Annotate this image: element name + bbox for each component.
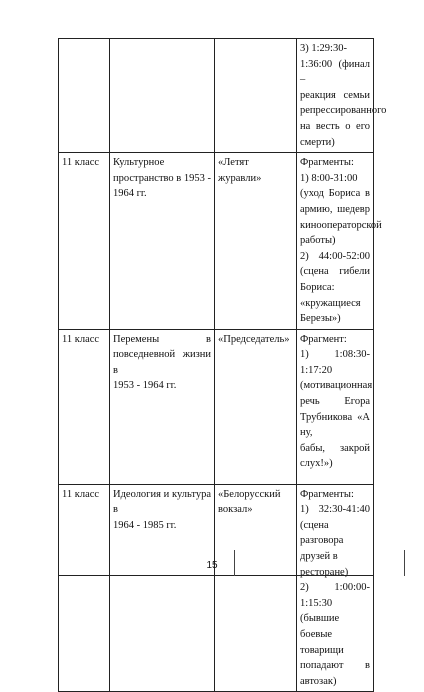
film-cell: [215, 153, 297, 330]
fragments-cell: [297, 39, 387, 153]
fragments-line: 1) 8:00-31:00: [300, 172, 358, 184]
grade-cell: [59, 484, 110, 692]
fragments-line: Трубникова «А ну,: [300, 411, 370, 439]
film-cell: [215, 484, 297, 692]
fragments-line: (уход Бориса в: [300, 188, 370, 200]
film-cell: [215, 329, 297, 484]
fragments-line: (сцена гибели: [300, 266, 370, 278]
table-row: [59, 153, 374, 330]
grade-cell: [59, 329, 110, 484]
fragments-line: автозак): [300, 675, 337, 687]
fragments-line: 1:17:20: [300, 364, 333, 376]
fragments-line: бабы, закрой: [300, 442, 370, 454]
fragments-line: армию, шедевр: [300, 203, 370, 215]
topic-line: Идеология и культура в: [113, 488, 211, 516]
topic-cell: [110, 329, 215, 484]
fragments-line: (мотивационная: [300, 380, 373, 392]
topic-line: 1953 - 1964 гг.: [113, 380, 177, 392]
fragments-line: попадают в: [300, 660, 370, 672]
fragments-line: репрессированного: [300, 105, 387, 117]
fragments-line: реакция семьи: [300, 89, 370, 101]
page-number: 15: [206, 560, 218, 571]
topic-line: повседневной жизни в: [113, 349, 211, 376]
grade-text: 11 класс: [62, 333, 100, 345]
fragments-line: 1) 32:30-41:40: [300, 504, 370, 516]
fragments-line: на весть о его: [300, 120, 370, 132]
topic-cell: [110, 39, 215, 153]
fragments-cell: [297, 329, 374, 484]
fragments-line: смерти): [300, 136, 335, 148]
topic-cell: [110, 153, 215, 330]
fragments-line: 1:15:30 (бывшие: [300, 597, 340, 625]
fragments-line: Фрагменты:: [300, 157, 354, 169]
fragments-line: Фрагменты:: [300, 488, 354, 500]
grade-text: 11 класс: [62, 157, 100, 169]
fragments-line: Бориса:: [300, 281, 335, 293]
film-line: «Летят журавли»: [218, 157, 262, 184]
fragments-line: работы): [300, 235, 336, 247]
fragments-line: 1) 1:08:30-: [300, 349, 370, 361]
fragments-line: Фрагмент:: [300, 333, 347, 345]
fragments-line: 3) 1:29:30-: [300, 43, 347, 54]
grade-cell: [59, 153, 110, 330]
fragments-line: Березы»): [300, 313, 341, 325]
topic-line: Перемены в: [113, 333, 211, 345]
topic-line: пространство в 1953 -: [113, 172, 212, 184]
table-row: [59, 484, 374, 692]
topic-cell: [110, 484, 215, 692]
film-line: вокзал»: [218, 504, 253, 516]
fragments-line: 2) 1:00:00-: [300, 582, 370, 594]
fragments-cell: [297, 484, 374, 692]
topic-line: 1964 - 1985 гг.: [113, 519, 177, 531]
table-row: [59, 329, 374, 484]
film-cell: [215, 39, 297, 153]
grade-text: 11 класс: [62, 488, 100, 500]
fragments-line: боевые товарищи: [300, 629, 344, 656]
footer-marker: [404, 550, 405, 576]
topic-line: 1964 гг.: [113, 188, 147, 200]
table-row: [59, 39, 374, 153]
topic-line: Культурное: [113, 157, 165, 169]
fragments-cell: [297, 153, 382, 330]
lesson-table: [58, 38, 387, 692]
fragments-line: (сцена разговора: [300, 519, 344, 547]
fragments-line: 2) 44:00-52:00: [300, 250, 370, 262]
fragments-line: 1:36:00 (финал –: [300, 58, 370, 86]
fragments-line: кинооператорской: [300, 219, 382, 231]
film-line: «Председатель»: [218, 333, 290, 345]
fragments-line: друзей в ресторане): [300, 551, 349, 578]
footer-rule: [58, 575, 373, 576]
fragments-line: слух!»): [300, 458, 333, 470]
grade-cell: [59, 39, 110, 153]
fragments-line: «кружащиеся: [300, 297, 361, 309]
footer-marker: [234, 550, 235, 576]
table-body: [59, 39, 387, 692]
film-line: «Белорусский: [218, 488, 281, 500]
fragments-line: речь Егора: [300, 396, 370, 408]
